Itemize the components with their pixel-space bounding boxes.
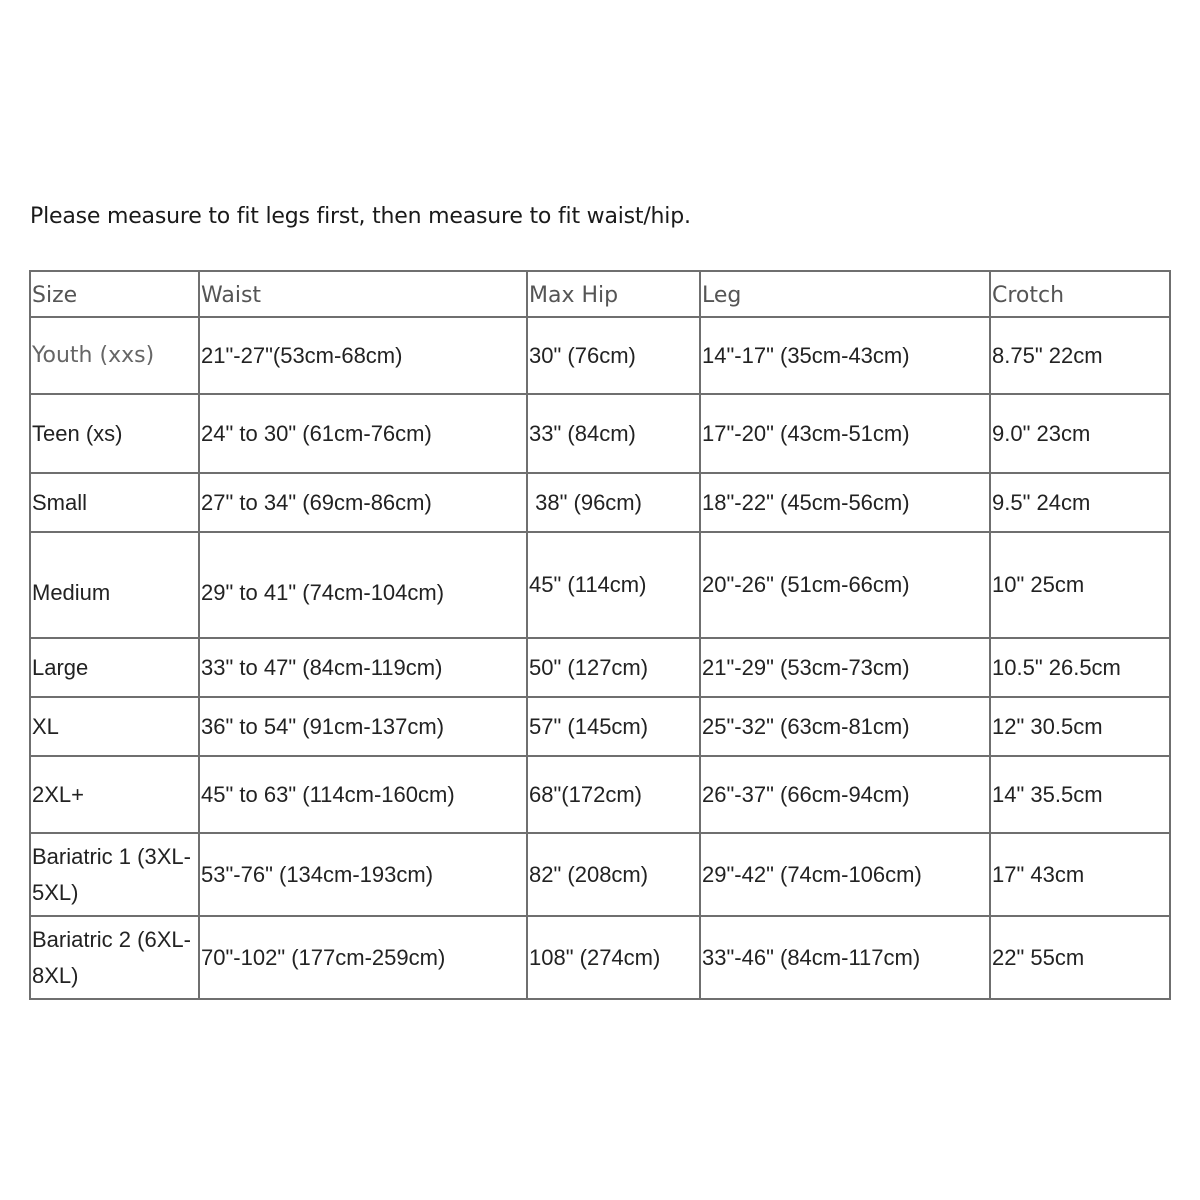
cell-max-hip: 108" (274cm): [527, 916, 700, 999]
cell-max-hip: 45" (114cm): [527, 532, 700, 638]
table-row: [30, 532, 1170, 638]
cell-waist: 24" to 30" (61cm-76cm): [199, 394, 527, 473]
table-row: [30, 916, 1170, 999]
header-row: [30, 271, 1170, 317]
header-max-hip: Max Hip: [527, 271, 700, 317]
table-row: [30, 697, 1170, 756]
header-crotch: Crotch: [990, 271, 1170, 317]
table-row: [30, 394, 1170, 473]
cell-crotch: 9.0" 23cm: [990, 394, 1170, 473]
cell-crotch: 14" 35.5cm: [990, 756, 1170, 833]
table-row: [30, 473, 1170, 532]
cell-crotch: 22" 55cm: [990, 916, 1170, 999]
cell-crotch: 8.75" 22cm: [990, 317, 1170, 394]
cell-max-hip: 30" (76cm): [527, 317, 700, 394]
cell-leg: 17"-20" (43cm-51cm): [700, 394, 990, 473]
table-row: [30, 756, 1170, 833]
cell-waist: 29" to 41" (74cm-104cm): [199, 532, 527, 638]
cell-waist: 33" to 47" (84cm-119cm): [199, 638, 527, 697]
header-size: Size: [30, 271, 199, 317]
cell-max-hip: 57" (145cm): [527, 697, 700, 756]
header-waist: Waist: [199, 271, 527, 317]
cell-size: Bariatric 2 (6XL-8XL): [30, 916, 199, 999]
cell-leg: 18"-22" (45cm-56cm): [700, 473, 990, 532]
cell-size: Small: [30, 473, 199, 532]
cell-size: Large: [30, 638, 199, 697]
cell-waist: 36" to 54" (91cm-137cm): [199, 697, 527, 756]
cell-size: Youth (xxs): [30, 317, 199, 394]
cell-leg: 33"-46" (84cm-117cm): [700, 916, 990, 999]
cell-leg: 26"-37" (66cm-94cm): [700, 756, 990, 833]
header-leg: Leg: [700, 271, 990, 317]
cell-max-hip: 68"(172cm): [527, 756, 700, 833]
cell-crotch: 10.5" 26.5cm: [990, 638, 1170, 697]
intro-text: Please measure to fit legs first, then measure to fit waist/hip.: [30, 204, 691, 229]
table-row: [30, 833, 1170, 916]
cell-crotch: 17" 43cm: [990, 833, 1170, 916]
cell-max-hip: 38" (96cm): [527, 473, 700, 532]
cell-waist: 21"-27"(53cm-68cm): [199, 317, 527, 394]
cell-crotch: 10" 25cm: [990, 532, 1170, 638]
cell-crotch: 12" 30.5cm: [990, 697, 1170, 756]
cell-size: XL: [30, 697, 199, 756]
cell-leg: 20"-26" (51cm-66cm): [700, 532, 990, 638]
cell-size: 2XL+: [30, 756, 199, 833]
cell-waist: 53"-76" (134cm-193cm): [199, 833, 527, 916]
cell-size: Teen (xs): [30, 394, 199, 473]
cell-waist: 70"-102" (177cm-259cm): [199, 916, 527, 999]
cell-max-hip: 82" (208cm): [527, 833, 700, 916]
cell-waist: 27" to 34" (69cm-86cm): [199, 473, 527, 532]
cell-size: Bariatric 1 (3XL-5XL): [30, 833, 199, 916]
cell-leg: 29"-42" (74cm-106cm): [700, 833, 990, 916]
cell-size: Medium: [30, 532, 199, 638]
size-chart-table: [29, 270, 1171, 1000]
cell-leg: 25"-32" (63cm-81cm): [700, 697, 990, 756]
cell-crotch: 9.5" 24cm: [990, 473, 1170, 532]
table-row: [30, 638, 1170, 697]
cell-waist: 45" to 63" (114cm-160cm): [199, 756, 527, 833]
cell-max-hip: 33" (84cm): [527, 394, 700, 473]
cell-leg: 14"-17" (35cm-43cm): [700, 317, 990, 394]
cell-leg: 21"-29" (53cm-73cm): [700, 638, 990, 697]
table-row: [30, 317, 1170, 394]
cell-max-hip: 50" (127cm): [527, 638, 700, 697]
